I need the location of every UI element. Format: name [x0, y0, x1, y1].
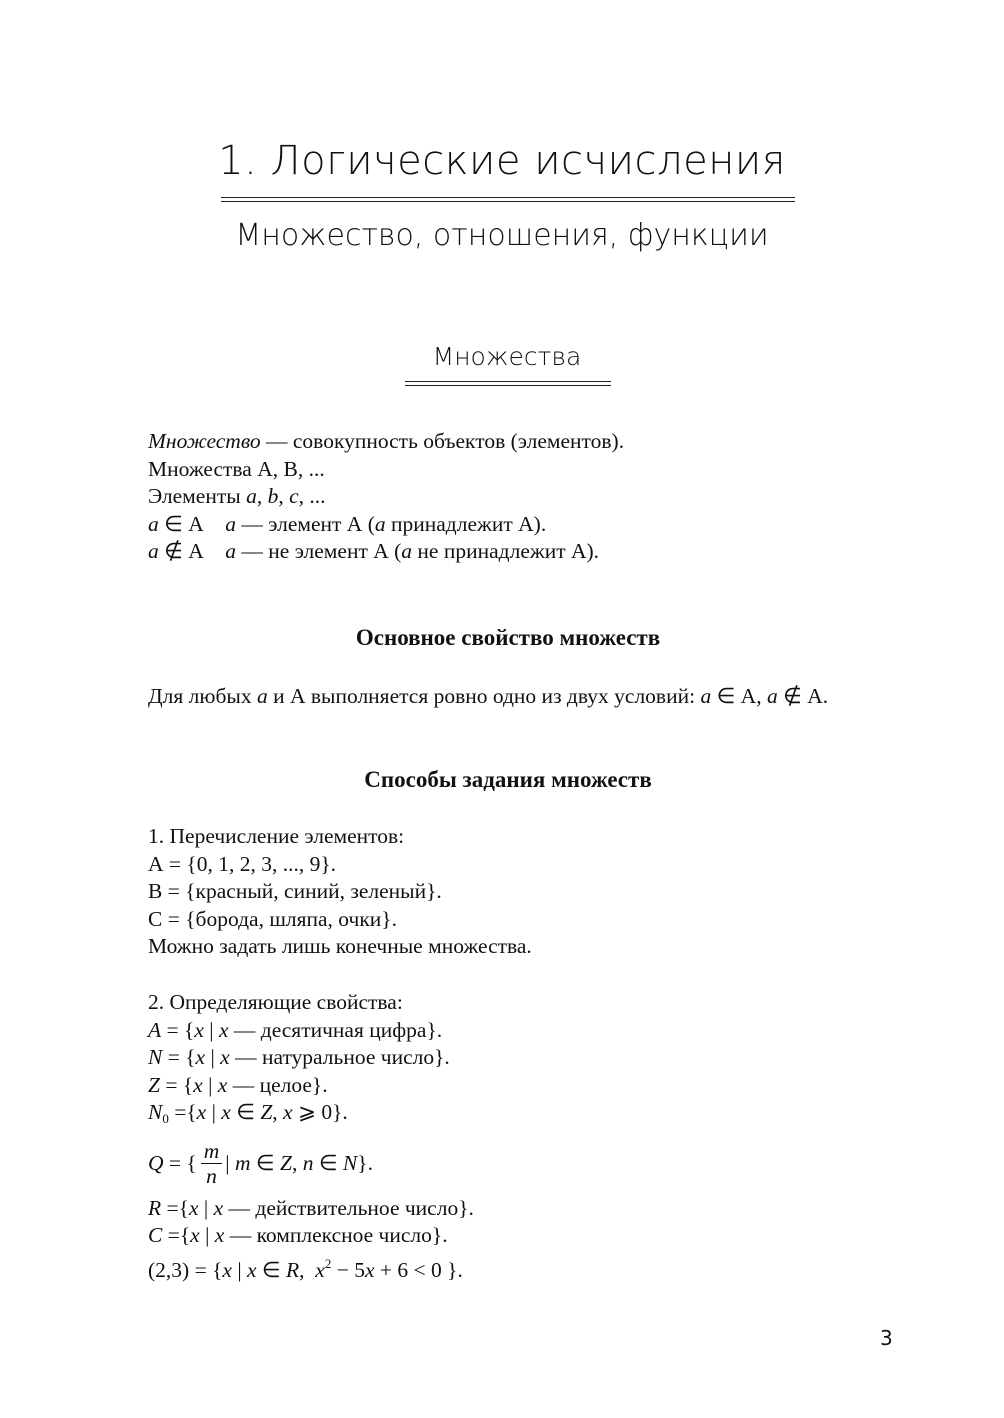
- elements-line: Элементы a, b, c, ...: [148, 484, 326, 508]
- properties-title: 2. Определяющие свойства:: [148, 990, 403, 1014]
- chapter-subtitle: Множество, отношения, функции: [235, 218, 769, 253]
- set-N0-def: $N_0 =\{x$ | x ∈ Z, x ⩾ 0}.: [148, 1100, 348, 1126]
- non-membership-line: a ∉ А a — не элемент А (a не принадлежит А).: [148, 539, 600, 563]
- set-Q-def: Q = { $\frac{m}{n}$ | m ∈ Z , n ∈ N }.: [148, 1139, 373, 1188]
- page-number: 3: [880, 1326, 893, 1350]
- interval-def: (2,3) = {x | x ∈ R, $x^2 - 5x + 6 < 0$ }.: [148, 1255, 463, 1282]
- enum-note: Можно задать лишь конечные множества.: [148, 934, 532, 958]
- enumeration-block: [148, 823, 532, 961]
- basic-property-text: Для любых a и А выполняется ровно одно из двух условий: a ∈ А, a ∉ А.: [148, 684, 829, 708]
- basic-property-heading: Основное свойство множеств: [355, 625, 661, 650]
- set-C-def: C ={x | x — комплексное число}.: [148, 1223, 448, 1247]
- properties-block: [148, 989, 474, 1284]
- enum-line: В = {красный, синий, зеленый}.: [148, 879, 442, 903]
- definition-block: [148, 428, 624, 566]
- section-title-rule: [405, 381, 611, 386]
- enum-line: А = {0, 1, 2, 3, ..., 9}.: [148, 851, 337, 876]
- set-A-def: A = {x | x — десятичная цифра}.: [148, 1017, 443, 1042]
- set-N-def: N = {x | x — натуральное число}.: [148, 1045, 450, 1069]
- enum-line: С = {борода, шляпа, очки}.: [148, 906, 397, 931]
- term: Множество: [148, 429, 261, 453]
- set-R-def: R ={x | x — действительное число}.: [148, 1195, 474, 1220]
- sets-line: Множества А, В, ...: [148, 456, 325, 481]
- chapter-title-rule: [221, 197, 795, 202]
- enumeration-title: 1. Перечисление элементов:: [148, 824, 405, 848]
- set-Z-def: Z = {x | x — целое}.: [148, 1072, 328, 1097]
- membership-line: a ∈ А a — элемент А (a принадлежит А).: [148, 511, 547, 536]
- chapter-title: 1. Логические исчисления: [218, 138, 786, 184]
- section-title: Множества: [432, 342, 582, 371]
- definition-line: Множество — совокупность объектов (элементов).: [148, 429, 625, 453]
- fraction: $\frac{m}{n}$: [201, 1139, 223, 1188]
- ways-heading: Способы задания множеств: [364, 767, 652, 792]
